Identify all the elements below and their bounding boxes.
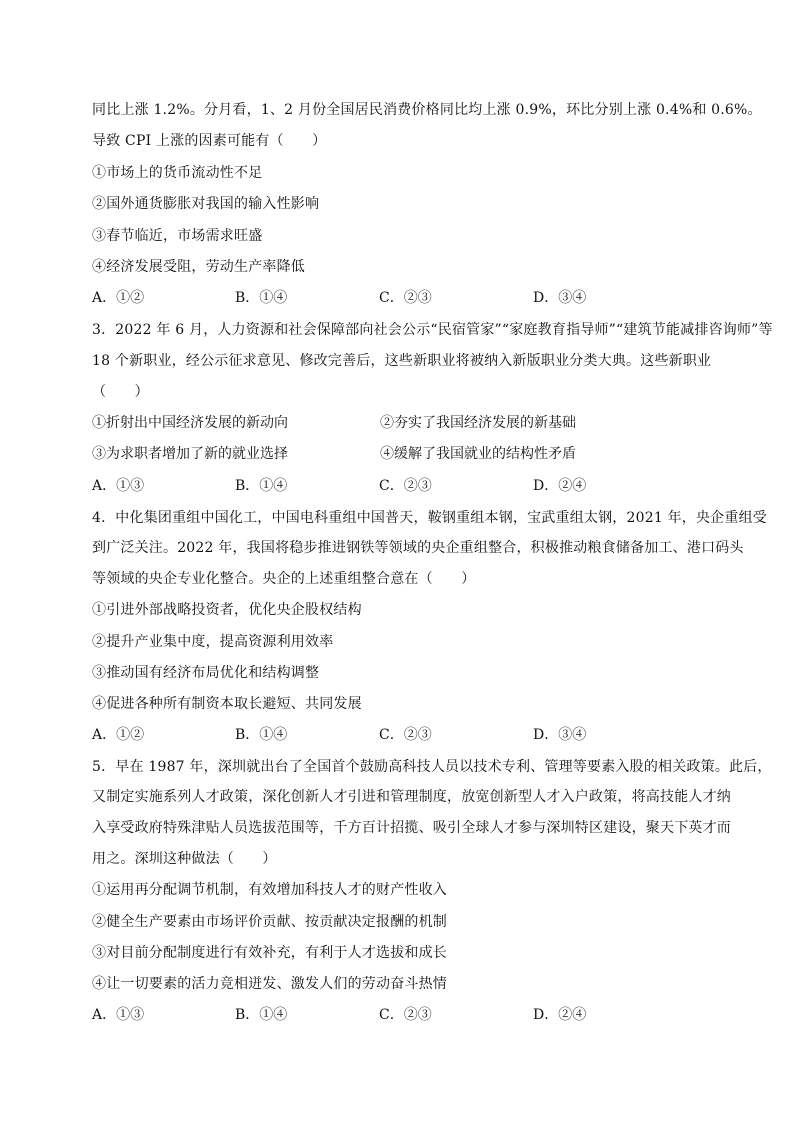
q5-option-2: ②健全生产要素由市场评价贡献、按贡献决定报酬的机制: [92, 914, 447, 930]
q2-option-3: ③春节临近，市场需求旺盛: [92, 228, 263, 244]
q4-choices: [92, 725, 732, 745]
q3-choice-c: C．②③: [379, 478, 432, 494]
q2-option-1: ①市场上的货币流动性不足: [92, 165, 263, 181]
q4-choice-d: D．③④: [533, 727, 587, 743]
q3-choice-a: A．①③: [92, 478, 145, 494]
q2-choice-c: C．②③: [379, 290, 432, 306]
q4-option-2: ②提升产业集中度，提高资源利用效率: [92, 634, 334, 650]
q4-choice-b: B．①④: [235, 727, 288, 743]
q5-choice-b: B．①④: [235, 1007, 288, 1023]
q3-option-2: ②夯实了我国经济发展的新基础: [380, 415, 576, 431]
q3-stem-line-1: 3．2022 年 6 月，人力资源和社会保障部向社会公示“民宿管家”“家庭教育指导师”“建筑节能减排咨询师”等: [92, 322, 773, 338]
q3-option-1: ①折射出中国经济发展的新动向: [92, 415, 288, 431]
q2-option-4: ④经济发展受阻，劳动生产率降低: [92, 259, 305, 275]
q5-stem-line-3: 入享受政府特殊津贴人员选拔范围等，千方百计招揽、吸引全球人才参与深圳特区建设，聚天下英才而: [92, 820, 731, 836]
q5-option-1: ①运用再分配调节机制，有效增加科技人才的财产性收入: [92, 882, 447, 898]
q2-stem-line-1: 同比上涨 1.2%。分月看，1、2 月份全国居民消费价格同比均上涨 0.9%，环比分别上涨 0.4%和 0.6%。: [92, 102, 762, 118]
q3-option-4: ④缓解了我国就业的结构性矛盾: [380, 446, 576, 462]
q4-stem-line-3: 等领域的央企专业化整合。央企的上述重组整合意在（ ）: [92, 571, 476, 587]
q4-option-3: ③推动国有经济布局优化和结构调整: [92, 665, 320, 681]
q4-option-4: ④促进各种所有制资本取长避短、共同发展: [92, 696, 362, 712]
q3-option-3: ③为求职者增加了新的就业选择: [92, 446, 288, 462]
q3-stem-line-3: （ ）: [92, 384, 149, 400]
q3-choice-b: B．①④: [235, 478, 288, 494]
q4-choice-a: A．①②: [92, 727, 145, 743]
q5-choice-a: A．①③: [92, 1007, 145, 1023]
q5-stem-line-4: 用之。深圳这种做法（ ）: [92, 851, 277, 867]
q4-option-1: ①引进外部战略投资者，优化央企股权结构: [92, 602, 362, 618]
q5-stem-line-1: 5．早在 1987 年，深圳就出台了全国首个鼓励高科技人员以技术专利、管理等要素入股的相关政策。此后，: [92, 759, 772, 775]
q5-choice-d: D．②④: [533, 1007, 587, 1023]
q5-choice-c: C．②③: [379, 1007, 432, 1023]
q2-choice-d: D．③④: [533, 290, 587, 306]
q2-stem-line-2: 导致 CPI 上涨的因素可能有（ ）: [92, 133, 327, 149]
q2-choice-b: B．①④: [235, 290, 288, 306]
q5-choices: [92, 1005, 732, 1025]
q4-stem-line-2: 到广泛关注。2022 年，我国将稳步推进钢铁等领域的央企重组整合，积极推动粮食储备加工、港口码头: [92, 540, 744, 556]
q5-stem-line-2: 又制定实施系列人才政策，深化创新人才引进和管理制度，放宽创新型人才入户政策，将高技能人才纳: [92, 789, 731, 805]
q2-option-2: ②国外通货膨胀对我国的输入性影响: [92, 196, 320, 212]
q2-choice-a: A．①②: [92, 290, 145, 306]
q3-stem-line-2: 18 个新职业，经公示征求意见、修改完善后，这些新职业将被纳入新版职业分类大典。这些新职业: [92, 353, 712, 369]
q5-option-3: ③对目前分配制度进行有效补充，有利于人才选拔和成长: [92, 945, 447, 961]
q4-stem-line-1: 4．中化集团重组中国化工，中国电科重组中国普天，鞍钢重组本钢，宝武重组太钢，2021 年，央企重组受: [92, 510, 767, 526]
q2-choices: [92, 288, 732, 308]
q4-choice-c: C．②③: [379, 727, 432, 743]
q5-option-4: ④让一切要素的活力竞相迸发、激发人们的劳动奋斗热情: [92, 976, 447, 992]
q3-choices: [92, 476, 732, 496]
q3-choice-d: D．②④: [533, 478, 587, 494]
